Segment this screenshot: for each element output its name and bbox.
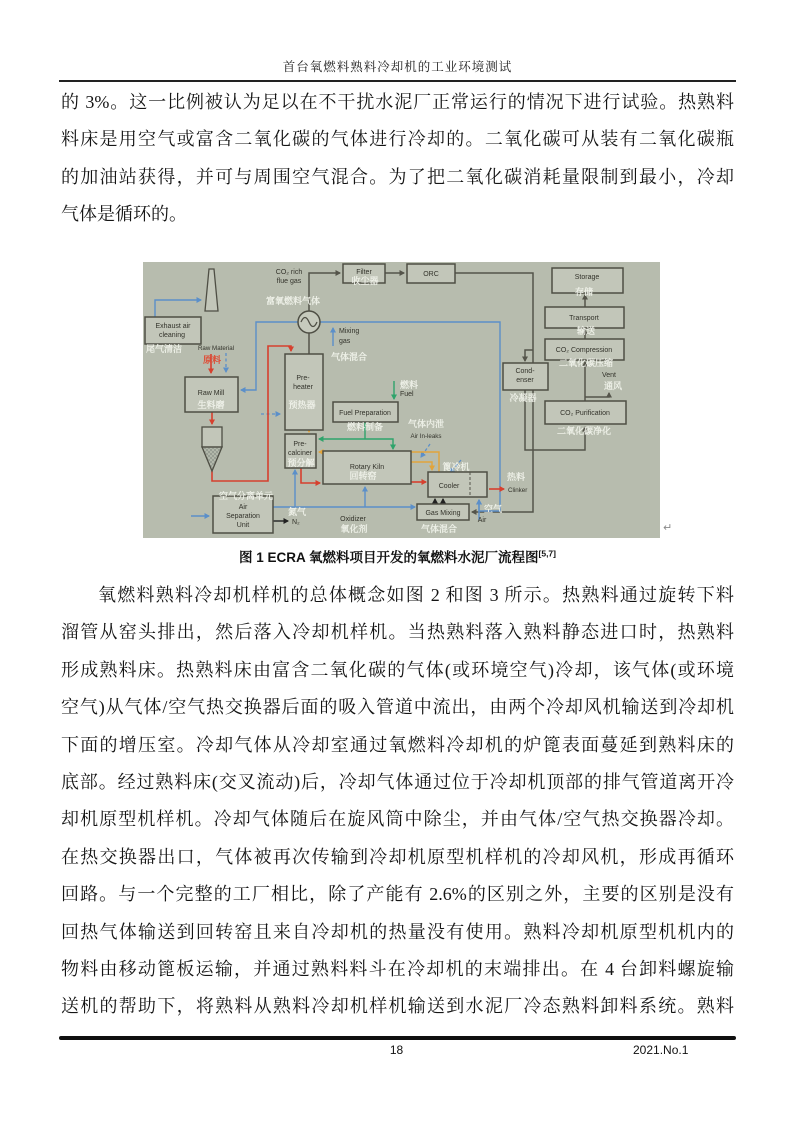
label-mixing-gas-2: gas <box>339 338 351 345</box>
cyclone-top <box>202 427 222 447</box>
preheater-box <box>285 354 323 430</box>
label-condenser-cn: 冷凝器 <box>509 394 537 404</box>
figure-1-process-flow-diagram <box>143 262 660 538</box>
label-n2: N₂ <box>292 519 300 526</box>
label-rotary-kiln-cn: 回转窑 <box>349 472 377 482</box>
label-co2-purification: CO₂ Purification <box>560 410 610 417</box>
label-orc: ORC <box>423 271 439 278</box>
label-fuel-cn: 燃料 <box>399 381 419 391</box>
label-vent: Vent <box>601 372 617 379</box>
process-flow-diagram-svg <box>143 262 660 538</box>
label-co2-rich-2: flue gas <box>276 278 302 285</box>
label-precalciner-2: calciner <box>287 450 313 457</box>
text-line: 气体是循环的。 <box>61 204 187 225</box>
paragraph-2 <box>61 577 734 1026</box>
label-n2-cn: 氮气 <box>288 508 307 518</box>
label-rotary-kiln: Rotary Kiln <box>349 464 385 471</box>
paragraph-1 <box>61 84 734 234</box>
text-line: 的加油站获得，并可与周围空气混合。为了把二氧化碳消耗量限制到最小，冷却 <box>61 166 734 187</box>
label-gas-mixing: Gas Mixing <box>425 510 461 517</box>
label-transport-cn: 输送 <box>576 327 596 337</box>
figure-caption-reference: [5,7] <box>538 548 556 559</box>
label-oxyfuel-gas-cn: 富氧燃料气体 <box>265 297 321 307</box>
label-oxidizer-cn: 氧化剂 <box>340 525 368 535</box>
text-line: 却机原型机样机。冷却气体随后在旋风筒中除尘，并由气体/空气热交换器冷却。 <box>61 809 734 830</box>
label-air-inleaks: Air In-leaks <box>410 433 442 440</box>
footer-rule <box>59 1036 736 1040</box>
text-line: 物料由移动篦板运输，并通过熟料料斗在冷却机的末端排出。在 4 台卸料螺旋输 <box>61 958 734 979</box>
label-fuel-preparation: Fuel Preparation <box>339 410 391 417</box>
header-rule <box>59 80 736 82</box>
text-line: 回热气体输送到回转窑且来自冷却机的热量没有使用。熟料冷却机原型机机内的 <box>61 921 734 942</box>
text-line: 溜管从窑头排出，然后落入冷却机样机。当热熟料落入熟料静态进口时，热熟料 <box>61 622 734 643</box>
label-asu-1: Air <box>238 504 248 511</box>
text-line: 下面的增压室。冷却气体从冷却室通过氧燃料冷却机的炉篦表面蔓延到熟料床的 <box>61 734 734 755</box>
label-raw-mill: Raw Mill <box>197 390 225 397</box>
label-exhaust-air-cn: 尾气清洁 <box>146 345 183 355</box>
label-precalciner-cn: 预分解 <box>287 459 315 469</box>
issue-label: 2021.No.1 <box>633 1043 689 1057</box>
label-transport: Transport <box>569 315 599 322</box>
text-line: 形成熟料床。热熟料床由富含二氧化碳的气体(或环境空气)冷却，该气体(或环境 <box>61 659 734 680</box>
label-raw-mill-cn: 生料磨 <box>197 401 225 411</box>
label-air-inleaks-cn: 气体内泄 <box>407 420 445 430</box>
label-filter-cn: 收尘器 <box>351 277 379 287</box>
exhaust-air-cleaning-box <box>145 317 201 344</box>
page-number: 18 <box>389 1043 404 1057</box>
text-line: 的 3%。这一比例被认为足以在不干扰水泥厂正常运行的情况下进行试验。热熟料 <box>61 92 734 112</box>
label-asu-2: Separation <box>226 513 260 520</box>
label-cooler: Cooler <box>438 483 460 490</box>
figure-caption <box>61 546 734 566</box>
label-condenser-2: enser <box>516 377 534 384</box>
label-asu-3: Unit <box>236 522 250 529</box>
text-line: 底部。经过熟料床(交叉流动)后，冷却气体通过位于冷却机顶部的排气管道离开冷 <box>61 771 734 792</box>
text-line: 回路。与一个完整的工厂相比，除了产能有 2.6%的区别之外，主要的区别是没有 <box>61 884 734 905</box>
label-precalciner-1: Pre- <box>293 441 307 448</box>
label-mixing-gas-1: Mixing <box>339 328 360 335</box>
label-preheater-1: Pre- <box>296 375 310 382</box>
label-co2-compression-cn: 二氧化碳压缩 <box>558 359 614 369</box>
label-condenser-1: Cond- <box>515 368 535 375</box>
text-line: 送机的帮助下，将熟料从熟料冷却机样机输送到水泥厂冷态熟料卸料系统。熟料 <box>61 996 734 1017</box>
label-air-cn: 空气 <box>483 505 503 515</box>
label-exhaust-air-1: Exhaust air <box>155 323 191 330</box>
figure-caption-text: 图 1 ECRA 氧燃料项目开发的氧燃料水泥厂流程图 <box>239 550 539 565</box>
label-exhaust-air-2: cleaning <box>158 332 186 339</box>
label-raw-material: Raw Material <box>197 345 235 352</box>
text-line: 料床是用空气或富含二氧化碳的气体进行冷却的。二氧化碳可从装有二氧化碳瓶 <box>61 129 734 150</box>
label-fuel: Fuel <box>400 391 414 398</box>
label-preheater-2: heater <box>293 384 313 391</box>
label-clinker: Clinker <box>508 487 528 494</box>
paragraph-return-mark: ↵ <box>663 521 673 534</box>
label-co2-purification-cn: 二氧化碳净化 <box>556 427 612 437</box>
label-filter: Filter <box>356 269 372 276</box>
label-asu-cn: 空气分离单元 <box>218 492 274 502</box>
text-line: 在热交换器出口，气体被再次传输到冷却机原型机样机的冷却风机，形成再循环 <box>61 846 734 867</box>
label-gas-mixing-cn: 气体混合 <box>420 525 458 535</box>
label-raw-material-cn: 原料 <box>202 356 222 366</box>
label-air: Air <box>477 517 487 524</box>
label-storage: Storage <box>574 274 600 281</box>
label-fuel-preparation-cn: 燃料制备 <box>346 423 384 433</box>
label-preheater-cn: 预热器 <box>288 401 316 411</box>
label-oxidizer: Oxidizer <box>340 516 366 523</box>
label-mixing-gas-cn: 气体混合 <box>330 353 368 363</box>
label-cooler-cn: 篦冷机 <box>442 463 470 473</box>
label-co2-rich-1: CO₂ rich <box>275 269 303 276</box>
label-clinker-cn: 热料 <box>506 473 526 483</box>
label-co2-compression: CO₂ Compression <box>555 347 613 354</box>
page-header-title: 首台氧燃料熟料冷却机的工业环境测试 <box>282 60 513 74</box>
text-line: 氧燃料熟料冷却机样机的总体概念如图 2 和图 3 所示。热熟料通过旋转下料 <box>98 585 734 605</box>
text-line: 空气)从气体/空气热交换器后面的吸入管道中流出，由两个冷却风机输送到冷却机 <box>61 697 734 718</box>
label-storage-cn: 存储 <box>574 288 594 298</box>
label-vent-cn: 通风 <box>603 382 623 392</box>
